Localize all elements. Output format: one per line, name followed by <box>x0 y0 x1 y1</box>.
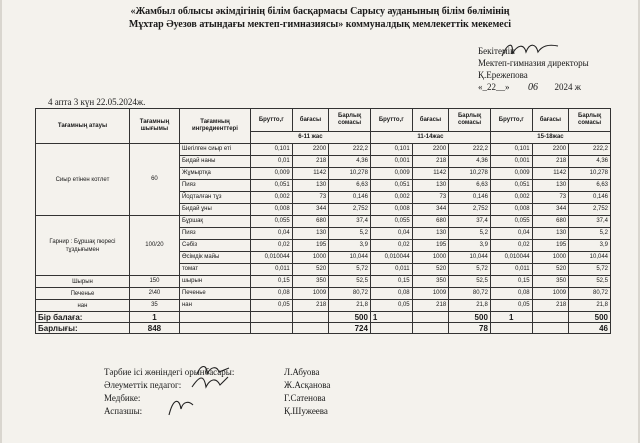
cell-value: 5,2 <box>569 228 611 240</box>
cell-value: 80,72 <box>329 288 371 300</box>
cell-value: 37,4 <box>569 216 611 228</box>
cell-value: 21,8 <box>329 300 371 312</box>
cell-value: 0,01 <box>250 156 292 168</box>
org-header-line-2: Мұхтар Әуезов атындағы мектеп-гимназиясы» коммуналдық мемлекеттік мекемесі <box>128 19 512 30</box>
cell-value: 130 <box>532 180 569 192</box>
cell-value: 0,055 <box>250 216 292 228</box>
cell-value: 5,72 <box>449 264 491 276</box>
total-label: Барлығы: <box>36 323 130 334</box>
signatory-name: Қ.Шужеева <box>284 406 328 416</box>
cell-value: 1009 <box>412 288 449 300</box>
cell-value: 680 <box>532 216 569 228</box>
cell-value: 0,04 <box>490 228 532 240</box>
cell-value: 0,011 <box>250 264 292 276</box>
cell-value: 3,9 <box>449 240 491 252</box>
cell-value: 218 <box>532 156 569 168</box>
cell-value: 80,72 <box>569 288 611 300</box>
signatory-role: Аспазшы: <box>104 406 143 416</box>
col-price-1: бағасы <box>292 109 329 132</box>
signatory-name: Ж.Асқанова <box>284 380 331 390</box>
cell-value: 0,146 <box>329 192 371 204</box>
cell-value: 1000 <box>292 252 329 264</box>
cell-value: 0,04 <box>250 228 292 240</box>
cell-value: 222,2 <box>569 144 611 156</box>
cell-value: 0,02 <box>250 240 292 252</box>
column-header-row <box>36 109 611 132</box>
cell-value: 0,002 <box>250 192 292 204</box>
signatory-name: Л.Абуова <box>284 367 320 377</box>
cell-value: 21,8 <box>569 300 611 312</box>
cell-value: 0,08 <box>490 288 532 300</box>
cell-value: 0,15 <box>370 276 412 288</box>
approval-date <box>478 81 581 94</box>
ingredient-name: Сәбіз <box>179 240 250 252</box>
cell-value: 680 <box>412 216 449 228</box>
col-price-3: бағасы <box>532 109 569 132</box>
signatory-role: Медбике: <box>104 393 141 403</box>
cell-value: 5,2 <box>329 228 371 240</box>
per-child-yield: 1 <box>129 312 179 323</box>
table-row <box>36 288 611 300</box>
cell-value: 5,72 <box>329 264 371 276</box>
cell-value: 0,08 <box>370 288 412 300</box>
col-sum-1: Барлық сомасы <box>329 109 371 132</box>
signatory-name: Г.Сатенова <box>284 393 326 403</box>
cell-value: 1009 <box>532 288 569 300</box>
col-brutto-1: Брутто,г <box>250 109 292 132</box>
total-sum-1: 724 <box>329 323 371 334</box>
director-signature <box>500 38 560 62</box>
org-header-line-1: «Жамбыл облысы әкімдігінің білім басқармасы Сарысу ауданының білім бөлімінің <box>130 6 510 17</box>
cell-value: 130 <box>292 180 329 192</box>
cell-value: 0,04 <box>370 228 412 240</box>
dish-name: нан <box>36 300 130 312</box>
dish-yield: 150 <box>129 276 179 288</box>
cell-value: 130 <box>532 228 569 240</box>
signatory-role: Әлеуметтік педагог: <box>104 380 182 390</box>
approval-role: Мектеп-гимназия директоры <box>478 58 589 68</box>
dish-yield: 2\40 <box>129 288 179 300</box>
approval-name: Қ.Ережепова <box>478 70 528 80</box>
cell-value: 0,146 <box>449 192 491 204</box>
cell-value: 130 <box>412 180 449 192</box>
cell-value: 10,044 <box>449 252 491 264</box>
ingredient-name: Пияз <box>179 180 250 192</box>
approval-month: 06 <box>528 82 538 93</box>
ingredient-name: нан <box>179 300 250 312</box>
cell-value: 218 <box>292 300 329 312</box>
cell-value: 0,009 <box>370 168 412 180</box>
cell-value: 0,002 <box>370 192 412 204</box>
ingredient-name: Пияз <box>179 228 250 240</box>
table-row <box>36 216 611 228</box>
per-child-label: Бір балаға: <box>36 312 130 323</box>
cell-value: 0,05 <box>370 300 412 312</box>
age-group-2: 11-14жас <box>370 132 490 144</box>
cell-value: 6,63 <box>449 180 491 192</box>
cell-value: 1142 <box>532 168 569 180</box>
cell-value: 520 <box>412 264 449 276</box>
cell-value: 0,008 <box>370 204 412 216</box>
cell-value: 3,9 <box>329 240 371 252</box>
cell-value: 2,752 <box>569 204 611 216</box>
ingredient-name: Йодталған тұз <box>179 192 250 204</box>
per-child-row <box>36 312 611 323</box>
cell-value: 0,010044 <box>370 252 412 264</box>
per-child-sum-1: 500 <box>329 312 371 323</box>
cell-value: 0,02 <box>490 240 532 252</box>
ingredient-name: Печенье <box>179 288 250 300</box>
table-row <box>36 300 611 312</box>
cell-value: 0,02 <box>370 240 412 252</box>
menu-body <box>36 144 611 312</box>
cell-value: 0,002 <box>490 192 532 204</box>
dish-yield: 100/20 <box>129 216 179 276</box>
cell-value: 0,05 <box>490 300 532 312</box>
cell-value: 6,63 <box>329 180 371 192</box>
cell-value: 0,011 <box>490 264 532 276</box>
dish-name: Печенье <box>36 288 130 300</box>
cell-value: 52,5 <box>569 276 611 288</box>
cell-value: 350 <box>412 276 449 288</box>
ingredient-name: Шегілген сиыр еті <box>179 144 250 156</box>
col-sum-3: Барлық сомасы <box>569 109 611 132</box>
dish-name: Шырын <box>36 276 130 288</box>
cell-value: 0,051 <box>490 180 532 192</box>
age-group-3: 15-18жас <box>490 132 610 144</box>
cell-value: 0,009 <box>490 168 532 180</box>
dish-name: Гарнир : Бұршақ пюресі тұздығымен <box>36 216 130 276</box>
col-yield: Тағамның шығымы <box>129 109 179 144</box>
cell-value: 10,044 <box>329 252 371 264</box>
cell-value: 10,278 <box>329 168 371 180</box>
cell-value: 73 <box>532 192 569 204</box>
menu-table <box>35 108 611 334</box>
cell-value: 0,055 <box>490 216 532 228</box>
cell-value: 1142 <box>412 168 449 180</box>
cell-value: 10,278 <box>449 168 491 180</box>
ingredient-name: Бұршақ <box>179 216 250 228</box>
cell-value: 6,63 <box>569 180 611 192</box>
cell-value: 0,101 <box>490 144 532 156</box>
table-row <box>36 144 611 156</box>
total-yield: 848 <box>129 323 179 334</box>
cell-value: 0,008 <box>490 204 532 216</box>
cell-value: 1142 <box>292 168 329 180</box>
cell-value: 2200 <box>292 144 329 156</box>
cell-value: 4,36 <box>569 156 611 168</box>
cell-value: 0,15 <box>490 276 532 288</box>
cell-value: 350 <box>532 276 569 288</box>
cell-value: 2200 <box>412 144 449 156</box>
cell-value: 0,009 <box>250 168 292 180</box>
dish-yield: 35 <box>129 300 179 312</box>
cell-value: 10,044 <box>569 252 611 264</box>
cell-value: 73 <box>412 192 449 204</box>
cell-value: 1000 <box>412 252 449 264</box>
cell-value: 0,101 <box>370 144 412 156</box>
cell-value: 1009 <box>292 288 329 300</box>
cell-value: 218 <box>292 156 329 168</box>
cell-value: 73 <box>292 192 329 204</box>
cell-value: 0,010044 <box>490 252 532 264</box>
cell-value: 0,101 <box>250 144 292 156</box>
age-group-1: 6-11 жас <box>250 132 370 144</box>
cell-value: 0,15 <box>250 276 292 288</box>
col-brutto-3: Брутто,г <box>490 109 532 132</box>
total-sum-2: 78 <box>449 323 491 334</box>
cell-value: 0,051 <box>370 180 412 192</box>
cell-value: 4,36 <box>329 156 371 168</box>
cell-value: 3,9 <box>569 240 611 252</box>
cell-value: 520 <box>292 264 329 276</box>
cell-value: 0,08 <box>250 288 292 300</box>
cell-value: 52,5 <box>329 276 371 288</box>
approval-title: Бекітемін <box>478 46 515 56</box>
cell-value: 52,5 <box>449 276 491 288</box>
cell-value: 0,055 <box>370 216 412 228</box>
cell-value: 80,72 <box>449 288 491 300</box>
per-child-brutto-2: 1 <box>370 312 412 323</box>
ingredient-name: Жұмыртқа <box>179 168 250 180</box>
col-brutto-2: Брутто,г <box>370 109 412 132</box>
dish-yield: 60 <box>129 144 179 216</box>
cell-value: 195 <box>412 240 449 252</box>
per-child-brutto-3: 1 <box>490 312 532 323</box>
date-line: 4 апта 3 күн 22.05.2024ж. <box>48 97 146 107</box>
cell-value: 2,752 <box>329 204 371 216</box>
cell-value: 680 <box>292 216 329 228</box>
total-row <box>36 323 611 334</box>
col-dish: Тағамның атауы <box>36 109 130 144</box>
col-ingredients: Тағамның ингредиенттерi <box>179 109 250 144</box>
ingredient-name: Бидай наны <box>179 156 250 168</box>
cell-value: 218 <box>412 300 449 312</box>
cell-value: 222,2 <box>329 144 371 156</box>
ingredient-name: шырын <box>179 276 250 288</box>
cell-value: 5,72 <box>569 264 611 276</box>
cell-value: 0,146 <box>569 192 611 204</box>
cell-value: 37,4 <box>449 216 491 228</box>
approval-day: «_22__» <box>478 82 510 92</box>
cell-value: 520 <box>532 264 569 276</box>
ingredient-name: Бидай ұны <box>179 204 250 216</box>
approval-year: 2024 ж <box>554 82 581 92</box>
dish-name: Сиыр етінен котлет <box>36 144 130 216</box>
cell-value: 0,011 <box>370 264 412 276</box>
cell-value: 0,010044 <box>250 252 292 264</box>
cell-value: 21,8 <box>449 300 491 312</box>
cell-value: 222,2 <box>449 144 491 156</box>
cell-value: 2,752 <box>449 204 491 216</box>
cell-value: 344 <box>412 204 449 216</box>
cell-value: 344 <box>292 204 329 216</box>
cell-value: 195 <box>532 240 569 252</box>
cell-value: 0,008 <box>250 204 292 216</box>
cell-value: 195 <box>292 240 329 252</box>
table-row <box>36 276 611 288</box>
cell-value: 1000 <box>532 252 569 264</box>
cell-value: 218 <box>532 300 569 312</box>
cook-signature <box>165 395 195 417</box>
cell-value: 5,2 <box>449 228 491 240</box>
total-sum-3: 46 <box>569 323 611 334</box>
cell-value: 0,051 <box>250 180 292 192</box>
cell-value: 350 <box>292 276 329 288</box>
cell-value: 0,001 <box>370 156 412 168</box>
cell-value: 130 <box>412 228 449 240</box>
per-child-sum-2: 500 <box>449 312 491 323</box>
ingredient-name: томат <box>179 264 250 276</box>
cell-value: 130 <box>292 228 329 240</box>
col-sum-2: Барлық сомасы <box>449 109 491 132</box>
cell-value: 10,278 <box>569 168 611 180</box>
cell-value: 0,05 <box>250 300 292 312</box>
per-child-sum-3: 500 <box>569 312 611 323</box>
signatory-role: Тәрбие ісі жөніндегі орынбасары: <box>104 367 235 377</box>
cell-value: 2200 <box>532 144 569 156</box>
cell-value: 37,4 <box>329 216 371 228</box>
social-pedagogue-signature <box>190 373 230 391</box>
col-price-2: бағасы <box>412 109 449 132</box>
ingredient-name: Өсімдік майы <box>179 252 250 264</box>
cell-value: 218 <box>412 156 449 168</box>
cell-value: 0,001 <box>490 156 532 168</box>
cell-value: 344 <box>532 204 569 216</box>
cell-value: 4,36 <box>449 156 491 168</box>
